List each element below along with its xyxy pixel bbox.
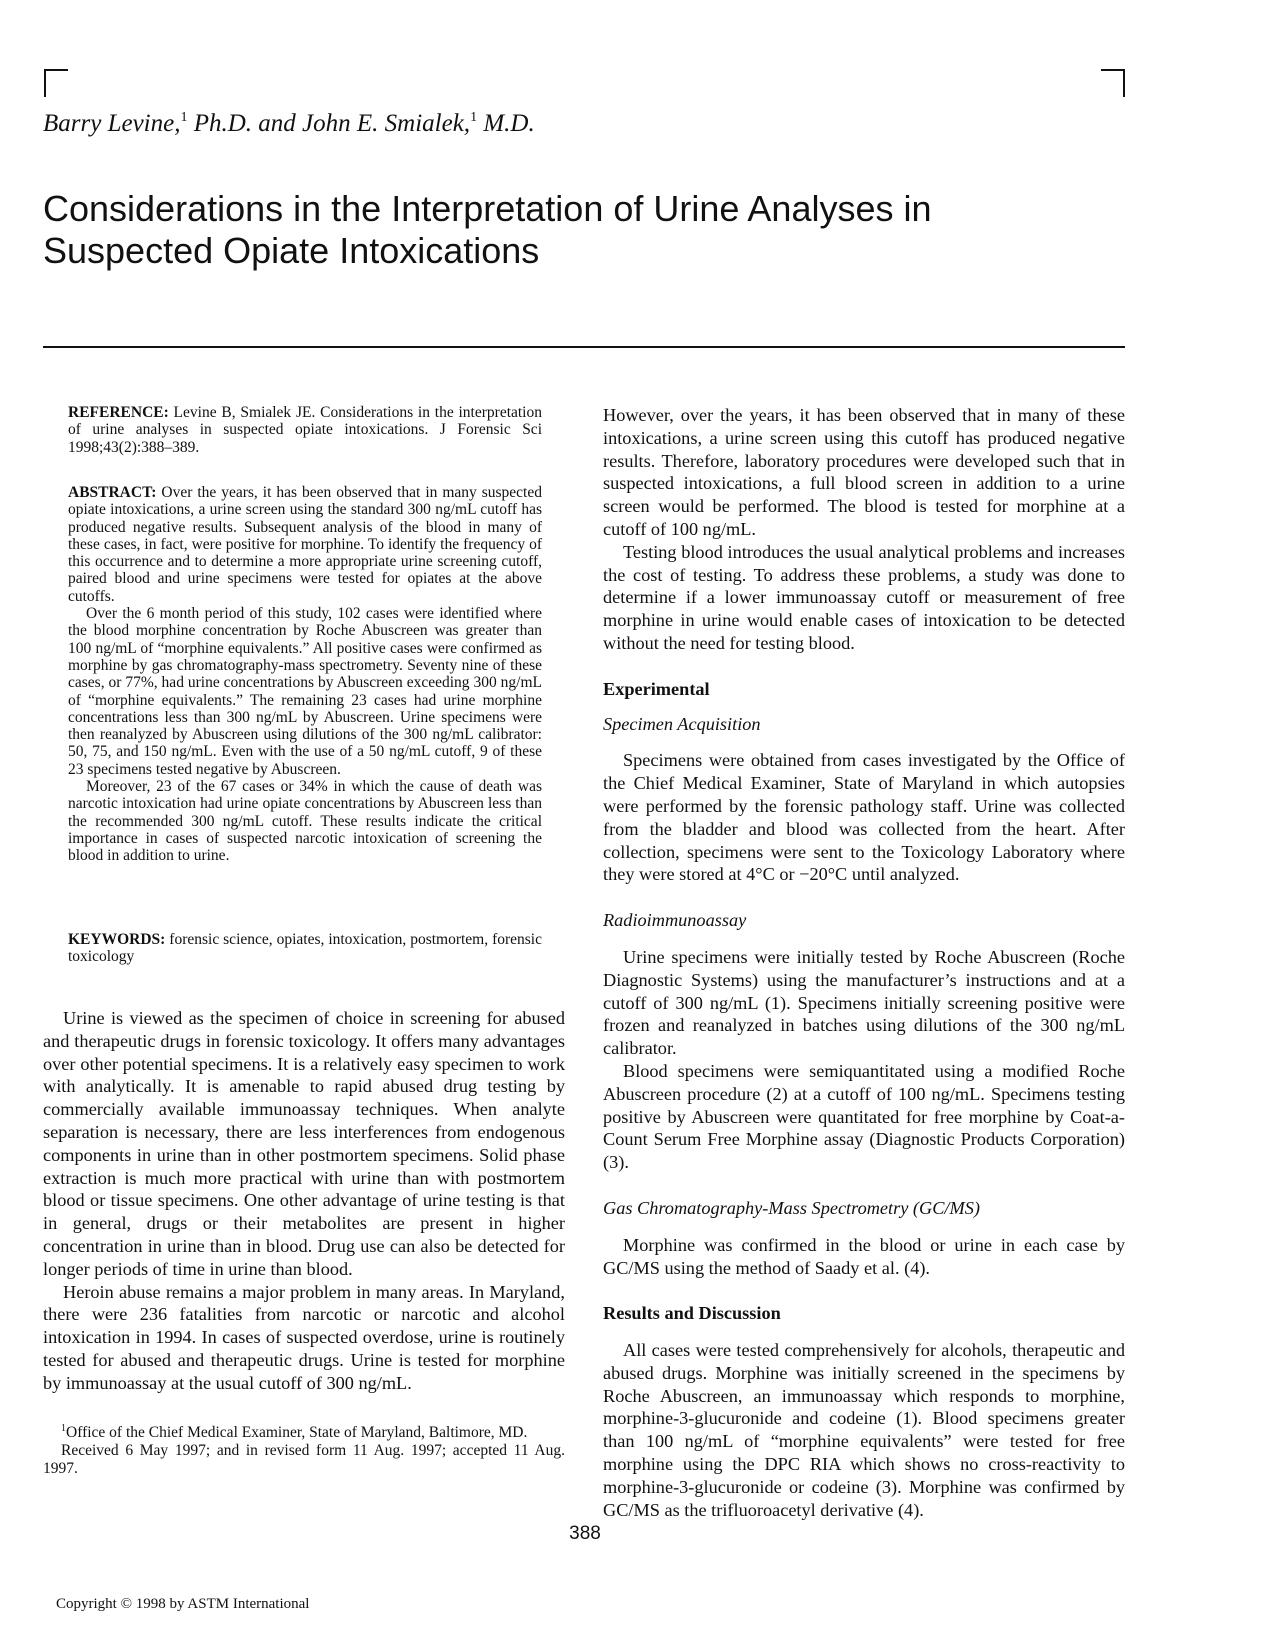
author-2-degree: M.D. [477,110,535,137]
author-line [43,110,535,138]
page-number: 388 [569,1523,601,1544]
author-1: Barry Levine, [43,110,181,137]
article-title-line-2: Suspected Opiate Intoxications [43,230,540,271]
reference-block [68,404,542,456]
keywords-text: forensic science, opiates, intoxication, postmortem, forensic toxicology [68,931,542,966]
abstract-paragraph-1: Over the years, it has been observed that in many suspected opiate intoxications, a urine screen using the standard 300 ng/mL cutoff has produced negative results. Subsequent analysis of the blood in many of these cases, in fact, were positive for morphine. To identify the frequency of this occurrence and to determine a more appropriate urine screening cutoff, paired blood and urine specimens were tested for opiates at the above cutoffs. [68,484,542,605]
subheading-gcms: Gas Chromatography-Mass Spectrometry (GC/MS) [603,1197,980,1218]
subheading-specimen-acquisition: Specimen Acquisition [603,713,761,734]
results-paragraph-1: All cases were tested comprehensively for alcohols, therapeutic and abused drugs. Morphine was initially screened in the specimens by Roche Abuscreen, an immunoassay which responds to morphine, morphine-3-glucuronide and codeine (1). Blood specimens greater than 100 ng/mL of “morphine equivalents” were tested for free morphine using the DPC RIA which shows no cross-reactivity to morphine-3-glucuronide or codeine (3). Morphine was confirmed by GC/MS as the trifluoroacetyl derivative (4). [603,1340,1125,1520]
section-heading-results-and-discussion: Results and Discussion [603,1303,781,1324]
footnote-received: Received 6 May 1997; and in revised form 11 Aug. 1997; accepted 11 Aug. 1997. [43,1442,565,1477]
title-divider [43,346,1125,348]
abstract-paragraph-3: Moreover, 23 of the 67 cases or 34% in which the cause of death was narcotic intoxication had urine opiate concentrations by Abuscreen less than the recommended 300 ng/mL cutoff. These results indicate the critical importance in cases of suspected narcotic intoxication of screening the blood in addition to urine. [68,778,542,865]
radioimmunoassay-paragraph-2: Blood specimens were semiquantitated using a modified Roche Abuscreen procedure (2) at a cutoff of 100 ng/mL. Specimens testing positive by Abuscreen were quantitated for free morphine by Coat-a-Count Serum Free Morphine assay (Diagnostic Products Corporation) (3). [603,1060,1125,1173]
subheading-radioimmunoassay: Radioimmunoassay [603,910,747,931]
keywords-block [68,931,542,966]
author-1-degree-and-author-2: Ph.D. and John E. Smialek, [187,110,471,137]
intro-paragraph-4: Testing blood introduces the usual analytical problems and increases the cost of testing. To address these problems, a study was done to determine if a lower immunoassay cutoff or measurement of free morphine in urine would enable cases of intoxication to be detected without the need for testing blood. [603,541,1125,653]
right-column [603,404,1125,1521]
crop-mark-top-left [44,69,68,97]
reference-label: REFERENCE: [68,404,169,421]
footnotes [43,1424,565,1478]
intro-paragraph-2: Heroin abuse remains a major problem in many areas. In Maryland, there were 236 fatalities from narcotic or narcotic and alcohol intoxication in 1994. In cases of suspected overdose, urine is routinely tested for abused and therapeutic drugs. Urine is tested for morphine by immunoassay at the usual cutoff of 300 ng/mL. [43,1281,565,1393]
radioimmunoassay-paragraph-1: Urine specimens were initially tested by Roche Abuscreen (Roche Diagnostic Systems) using the manufacturer’s instructions and at a cutoff of 300 ng/mL (1). Specimens initially screening positive were frozen and reanalyzed in batches using dilutions of the 300 ng/mL calibrator. [603,946,1125,1059]
abstract-label: ABSTRACT: [68,484,157,501]
reference-text: Levine B, Smialek JE. Considerations in the interpretation of urine analyses in suspected opiate intoxications. J Forensic Sci 1998;43(2):388–389. [68,404,542,456]
intro-paragraph-1: Urine is viewed as the specimen of choice in screening for abused and therapeutic drugs in forensic toxicology. It offers many advantages over other potential specimens. It is a relatively easy specimen to work with analytically. It is amenable to rapid abused drug testing by commercially available immunoassay techniques. When analyte separation is necessary, there are less interferences from endogenous components in urine than in other postmortem specimens. Solid phase extraction is much more practical with urine than with postmortem blood or tissue specimens. One other advantage of urine testing is that in general, drugs or their metabolites are present in higher concentration in urine than in blood. Drug use can also be detected for longer periods of time in urine than blood. [43,1008,565,1279]
gcms-text: Morphine was confirmed in the blood or urine in each case by GC/MS using the method of Saady et al. (4). [603,1234,1125,1278]
article-title [43,188,1093,272]
footnote-mark: 1 [61,1423,66,1434]
intro-left-column [43,1007,565,1395]
intro-paragraph-3: However, over the years, it has been observed that in many of these intoxications, a urine screen using this cutoff has produced negative results. Therefore, laboratory procedures were developed such that in suspected intoxications, a full blood screen in addition to a urine screen would be performed. The blood is tested for morphine at a cutoff of 100 ng/mL. [603,405,1125,539]
specimen-acquisition-text: Specimens were obtained from cases investigated by the Office of the Chief Medical Examiner, State of Maryland in which autopsies were performed by the forensic pathology staff. Urine was collected from the bladder and blood was collected from the heart. After collection, specimens were sent to the Toxicology Laboratory where they were stored at 4°C or −20°C until analyzed. [603,750,1125,885]
author-2-affiliation-mark: 1 [470,110,478,125]
section-heading-experimental: Experimental [603,678,710,699]
copyright-notice: Copyright © 1998 by ASTM International [56,1596,310,1612]
keywords-label: KEYWORDS: [68,931,166,948]
article-title-line-1: Considerations in the Interpretation of Urine Analyses in [43,188,932,229]
abstract-block [68,484,542,865]
abstract-paragraph-2: Over the 6 month period of this study, 102 cases were identified where the blood morphine concentration by Roche Abuscreen was greater than 100 ng/mL of “morphine equivalents.” All positive cases were confirmed as morphine by gas chromatography-mass spectrometry. Seventy nine of these cases, or 77%, had urine concentrations by Abuscreen exceeding 300 ng/mL of “morphine equivalents.” The remaining 23 cases had urine morphine concentrations less than 300 ng/mL by Abuscreen. Urine specimens were then reanalyzed by Abuscreen using dilutions of the 300 ng/mL calibrator: 50, 75, and 150 ng/mL. Even with the use of a 50 ng/mL cutoff, 9 of these 23 specimens tested negative by Abuscreen. [68,605,542,778]
author-1-affiliation-mark: 1 [180,110,188,125]
footnote-affiliation: Office of the Chief Medical Examiner, State of Maryland, Baltimore, MD. [66,1424,528,1441]
crop-mark-top-right [1101,69,1125,97]
